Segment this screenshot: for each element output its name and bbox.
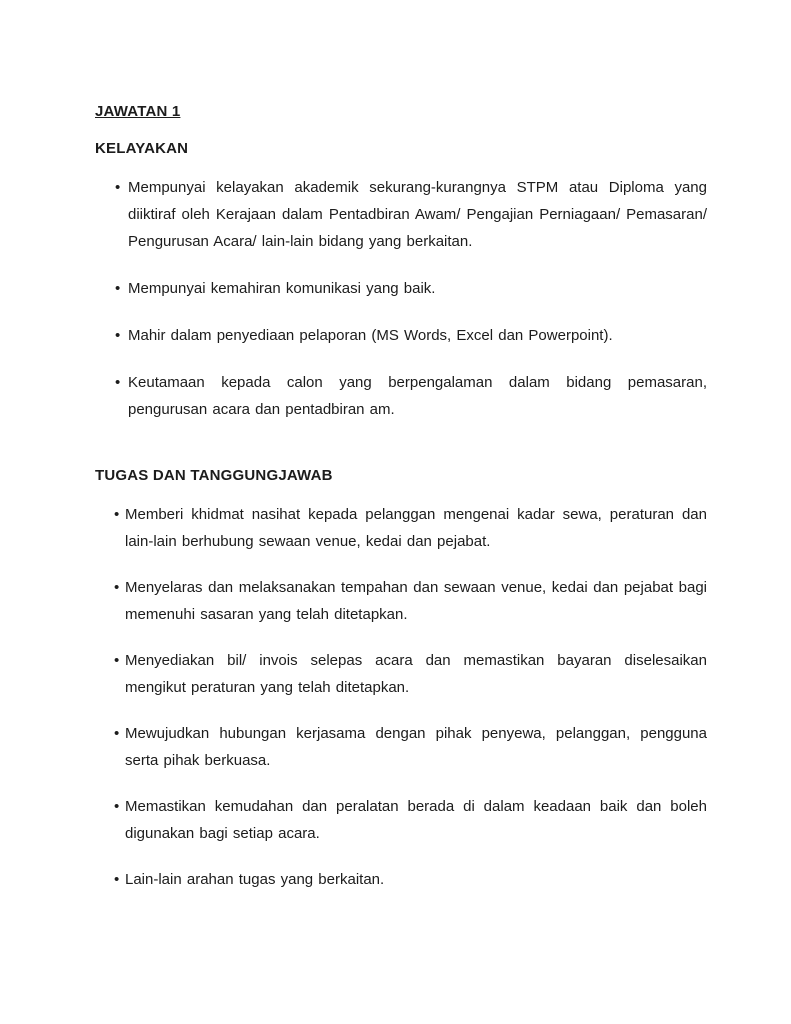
kelayakan-bullet-list (95, 174, 707, 423)
list-item: • Mahir dalam penyediaan pelaporan (MS Words, Excel dan Powerpoint). (95, 322, 707, 349)
list-item: • Mempunyai kelayakan akademik sekurang-kurangnya STPM atau Diploma yang diiktiraf oleh Kerajaan dalam Pentadbiran Awam/ Pengajian Perniagaan/ Pemasaran/ Pengurusan Acara/ lain-lain bidang yang berkaitan. (95, 174, 707, 255)
list-item: • Menyediakan bil/ invois selepas acara dan memastikan bayaran diselesaikan mengikut peraturan yang telah ditetapkan. (95, 647, 707, 701)
list-item: • Mempunyai kemahiran komunikasi yang baik. (95, 275, 707, 302)
tugas-bullet-list (95, 501, 707, 893)
section-heading-kelayakan: KELAYAKAN (95, 140, 189, 157)
list-item: • Memberi khidmat nasihat kepada pelanggan mengenai kadar sewa, peraturan dan lain-lain berhubung sewaan venue, kedai dan pejabat. (95, 501, 707, 555)
list-item: • Menyelaras dan melaksanakan tempahan dan sewaan venue, kedai dan pejabat bagi memenuhi sasaran yang telah ditetapkan. (95, 574, 707, 628)
list-item: • Mewujudkan hubungan kerjasama dengan pihak penyewa, pelanggan, pengguna serta pihak berkuasa. (95, 720, 707, 774)
section-heading-tugas: TUGAS DAN TANGGUNGJAWAB (95, 467, 333, 484)
list-item: • Keutamaan kepada calon yang berpengalaman dalam bidang pemasaran, pengurusan acara dan pentadbiran am. (95, 369, 707, 423)
list-item: • Lain-lain arahan tugas yang berkaitan. (95, 866, 707, 893)
list-item: • Memastikan kemudahan dan peralatan berada di dalam keadaan baik dan boleh digunakan bagi setiap acara. (95, 793, 707, 847)
page-title: JAWATAN 1 (95, 103, 181, 120)
